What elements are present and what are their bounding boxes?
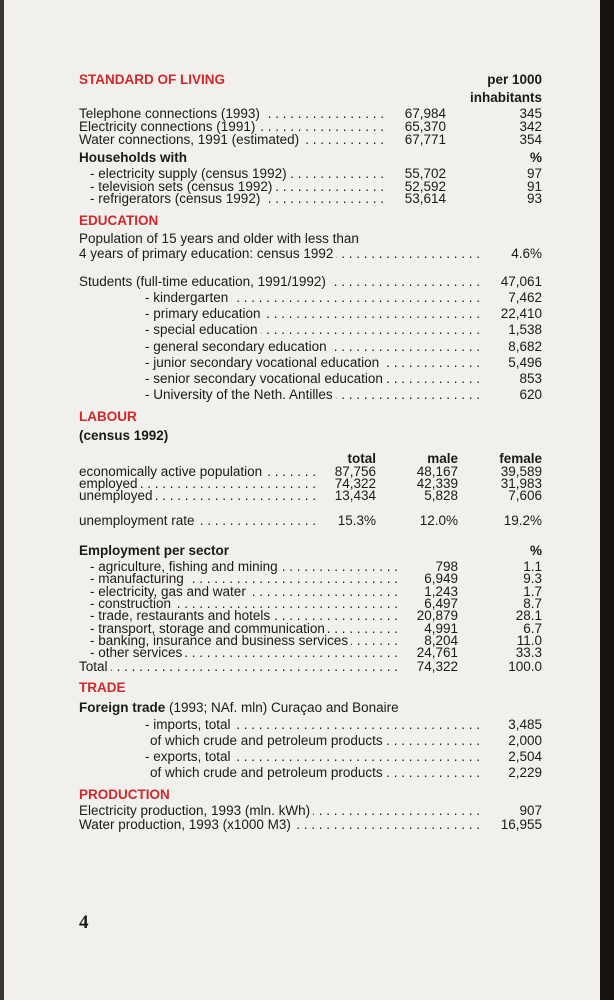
- row-label: Telephone connections (1993): [79, 106, 260, 121]
- value-cell: 8.7: [523, 595, 542, 611]
- value-cell: 31,983: [500, 476, 542, 491]
- value-cell: 798: [435, 559, 458, 574]
- value-cell: 6,949: [424, 571, 458, 587]
- row-label: - agriculture, fishing and mining: [90, 559, 278, 574]
- table-row: [79, 660, 542, 674]
- table-row: [79, 788, 542, 802]
- value-cell: 65,370: [404, 119, 446, 134]
- table-row: [79, 323, 542, 337]
- value-cell: 15.3%: [337, 513, 376, 528]
- row-label: - University of the Neth. Antilles: [145, 387, 333, 403]
- scan-background-edge: [600, 0, 614, 1000]
- value-cell: 53,614: [404, 191, 446, 206]
- value-cell: 55,702: [404, 166, 446, 181]
- dot-leader: [336, 247, 480, 261]
- value-cell: 4.6%: [511, 246, 542, 261]
- table-row: [79, 214, 542, 228]
- subheading-employment-per-sector: Employment per sector: [79, 543, 230, 558]
- table-row: [79, 151, 542, 165]
- value-cell: 13,434: [334, 488, 376, 503]
- row-label: of which crude and petroleum products: [150, 733, 383, 748]
- section-heading-production: PRODUCTION: [79, 787, 170, 802]
- value-cell: 67,771: [404, 132, 446, 147]
- value-cell: 47,061: [500, 274, 542, 289]
- value-cell: 16,955: [500, 817, 542, 832]
- value-cell: 6,497: [424, 595, 458, 611]
- value-cell: 4,991: [424, 620, 458, 636]
- value-cell: 1.1: [523, 559, 542, 574]
- row-label: 4 years of primary education: census 1992: [79, 246, 334, 261]
- value-cell: 19.2%: [503, 513, 542, 528]
- row-label: - other services: [90, 645, 183, 661]
- row-label: - kindergarten: [145, 290, 229, 305]
- table-row: [79, 410, 542, 424]
- dot-leader: [263, 107, 384, 121]
- table-row: [79, 372, 542, 386]
- table-row: [79, 429, 542, 443]
- dot-leader: [336, 388, 480, 402]
- table-row: [79, 489, 542, 503]
- value-cell: 7,606: [508, 488, 542, 503]
- value-cell: 345: [519, 106, 542, 121]
- row-label: - trade, restaurants and hotels: [90, 608, 271, 624]
- table-row: [79, 232, 542, 246]
- foreign-trade-note: (1993; NAf. mln) Curaçao and Bonaire: [165, 700, 399, 715]
- dot-leader: [231, 291, 480, 305]
- table-row: [79, 91, 542, 105]
- table-row: [79, 750, 542, 764]
- dot-leader: [261, 323, 480, 337]
- dot-leader: [386, 372, 480, 386]
- value-cell: 52,592: [404, 178, 446, 194]
- table-row: [79, 766, 542, 780]
- table-row: [79, 734, 542, 748]
- row-label: - electricity, gas and water: [90, 583, 246, 599]
- section-heading-trade: TRADE: [79, 680, 126, 695]
- dot-leader: [234, 718, 480, 732]
- dot-leader: [386, 766, 480, 780]
- table-row: [79, 291, 542, 305]
- row-label: - special education: [145, 322, 258, 338]
- value-cell: 87,756: [334, 464, 376, 479]
- value-cell: 100.0: [508, 659, 542, 674]
- table-row: [79, 514, 542, 528]
- value-cell: 1,538: [508, 322, 542, 338]
- table-row: [79, 681, 542, 695]
- value-cell: 91: [526, 178, 542, 194]
- column-header: female: [499, 451, 542, 466]
- value-cell: 354: [519, 132, 542, 147]
- value-cell: 5,496: [508, 354, 542, 370]
- table-row: [79, 73, 542, 87]
- value-cell: 22,410: [500, 306, 542, 322]
- table-row: [79, 804, 542, 818]
- value-cell: 97: [526, 166, 542, 181]
- row-label: Electricity connections (1991): [79, 119, 256, 134]
- value-cell: 28.1: [515, 608, 542, 624]
- value-cell: 12.0%: [419, 513, 458, 528]
- value-cell: 42,339: [416, 476, 458, 491]
- row-label: - general secondary education: [145, 338, 327, 354]
- row-label: - construction: [90, 595, 172, 611]
- value-cell: 8,204: [424, 632, 458, 648]
- dot-leader: [302, 133, 384, 147]
- table-row: [79, 340, 542, 354]
- value-cell: 2,000: [508, 733, 542, 748]
- value-cell: 5,828: [424, 488, 458, 503]
- value-cell: 24,761: [416, 645, 458, 661]
- row-label: Students (full-time education, 1991/1992): [79, 274, 326, 289]
- value-cell: 2,229: [508, 765, 542, 780]
- dot-leader: [386, 734, 480, 748]
- dot-leader: [329, 275, 480, 289]
- row-label: Water production, 1993 (x1000 M3): [79, 817, 291, 832]
- table-row: [79, 307, 542, 321]
- row-label: economically active population: [79, 464, 263, 479]
- value-cell: 48,167: [416, 464, 458, 479]
- value-cell: 74,322: [334, 476, 376, 491]
- dot-leader: [264, 307, 480, 321]
- table-row: [79, 818, 542, 832]
- dot-leader: [330, 340, 480, 354]
- table-row: [79, 275, 542, 289]
- value-cell: 853: [519, 371, 542, 386]
- row-label: - banking, insurance and business services: [90, 632, 349, 648]
- value-cell: 1,243: [424, 583, 458, 599]
- dot-leader: [185, 646, 398, 660]
- table-row: [79, 646, 542, 660]
- column-header: male: [427, 451, 458, 466]
- table-row: [79, 192, 542, 206]
- table-row: [79, 718, 542, 732]
- subheading-census: (census 1992): [79, 428, 169, 443]
- dot-leader: [198, 514, 316, 528]
- column-header: total: [347, 451, 376, 466]
- value-cell: 3,485: [508, 717, 542, 732]
- table-row: [79, 544, 542, 558]
- row-label: Total: [79, 659, 108, 674]
- value-cell: 9.3: [523, 571, 542, 587]
- value-cell: 11.0: [516, 632, 542, 648]
- row-label: unemployment rate: [79, 513, 195, 528]
- column-header: %: [529, 150, 542, 165]
- section-heading-labour: LABOUR: [79, 409, 137, 424]
- row-label: - television sets (census 1992): [90, 178, 273, 194]
- value-cell: 8,682: [508, 338, 542, 354]
- dot-leader: [234, 750, 480, 764]
- value-cell: 620: [519, 387, 542, 403]
- dot-leader: [263, 192, 384, 206]
- row-label: - junior secondary vocational education: [145, 354, 380, 370]
- row-label: employed: [79, 476, 138, 491]
- row-label: - imports, total: [145, 717, 231, 732]
- value-cell: 33.3: [515, 645, 542, 661]
- table-row: [79, 356, 542, 370]
- dot-leader: [382, 356, 480, 370]
- column-header: per 1000: [487, 72, 542, 87]
- value-cell: 1.7: [523, 583, 542, 599]
- row-label: - electricity supply (census 1992): [90, 166, 287, 181]
- table-row: [79, 388, 542, 402]
- value-cell: 7,462: [508, 290, 542, 305]
- row-label: Population of 15 years and older with less than: [79, 231, 359, 246]
- table-row: [79, 701, 542, 715]
- row-label: - transport, storage and communication: [90, 620, 325, 636]
- value-cell: 6.7: [523, 620, 542, 636]
- row-label: of which crude and petroleum products: [150, 765, 383, 780]
- value-cell: 74,322: [416, 659, 458, 674]
- value-cell: 39,589: [500, 464, 542, 479]
- value-cell: 907: [519, 803, 542, 818]
- dot-leader: [156, 489, 316, 503]
- section-heading-standard-of-living: STANDARD OF LIVING: [79, 72, 225, 87]
- row-label: - exports, total: [145, 749, 231, 764]
- dot-leader: [313, 804, 480, 818]
- column-header: %: [529, 543, 542, 558]
- dot-leader: [111, 660, 398, 674]
- value-cell: 93: [526, 191, 542, 206]
- page-number: 4: [79, 912, 89, 933]
- section-heading-education: EDUCATION: [79, 213, 159, 228]
- row-label: - senior secondary vocational education: [145, 371, 383, 386]
- value-cell: 2,504: [508, 749, 542, 764]
- value-cell: 342: [519, 119, 542, 134]
- row-label: unemployed: [79, 488, 153, 503]
- value-cell: 20,879: [416, 608, 458, 624]
- table-row: [79, 247, 542, 261]
- value-cell: 67,984: [404, 106, 446, 121]
- row-label: Electricity production, 1993 (mln. kWh): [79, 803, 311, 818]
- table-row: [79, 133, 542, 147]
- dot-leader: [294, 818, 480, 832]
- row-label: - manufacturing: [90, 571, 184, 587]
- row-label: - primary education: [145, 306, 261, 322]
- subheading-households: Households with: [79, 150, 187, 165]
- row-label: Water connections, 1991 (estimated): [79, 132, 300, 147]
- row-label: - refrigerators (census 1992): [90, 191, 261, 206]
- column-header: inhabitants: [469, 90, 542, 105]
- foreign-trade-label: Foreign trade: [79, 700, 166, 715]
